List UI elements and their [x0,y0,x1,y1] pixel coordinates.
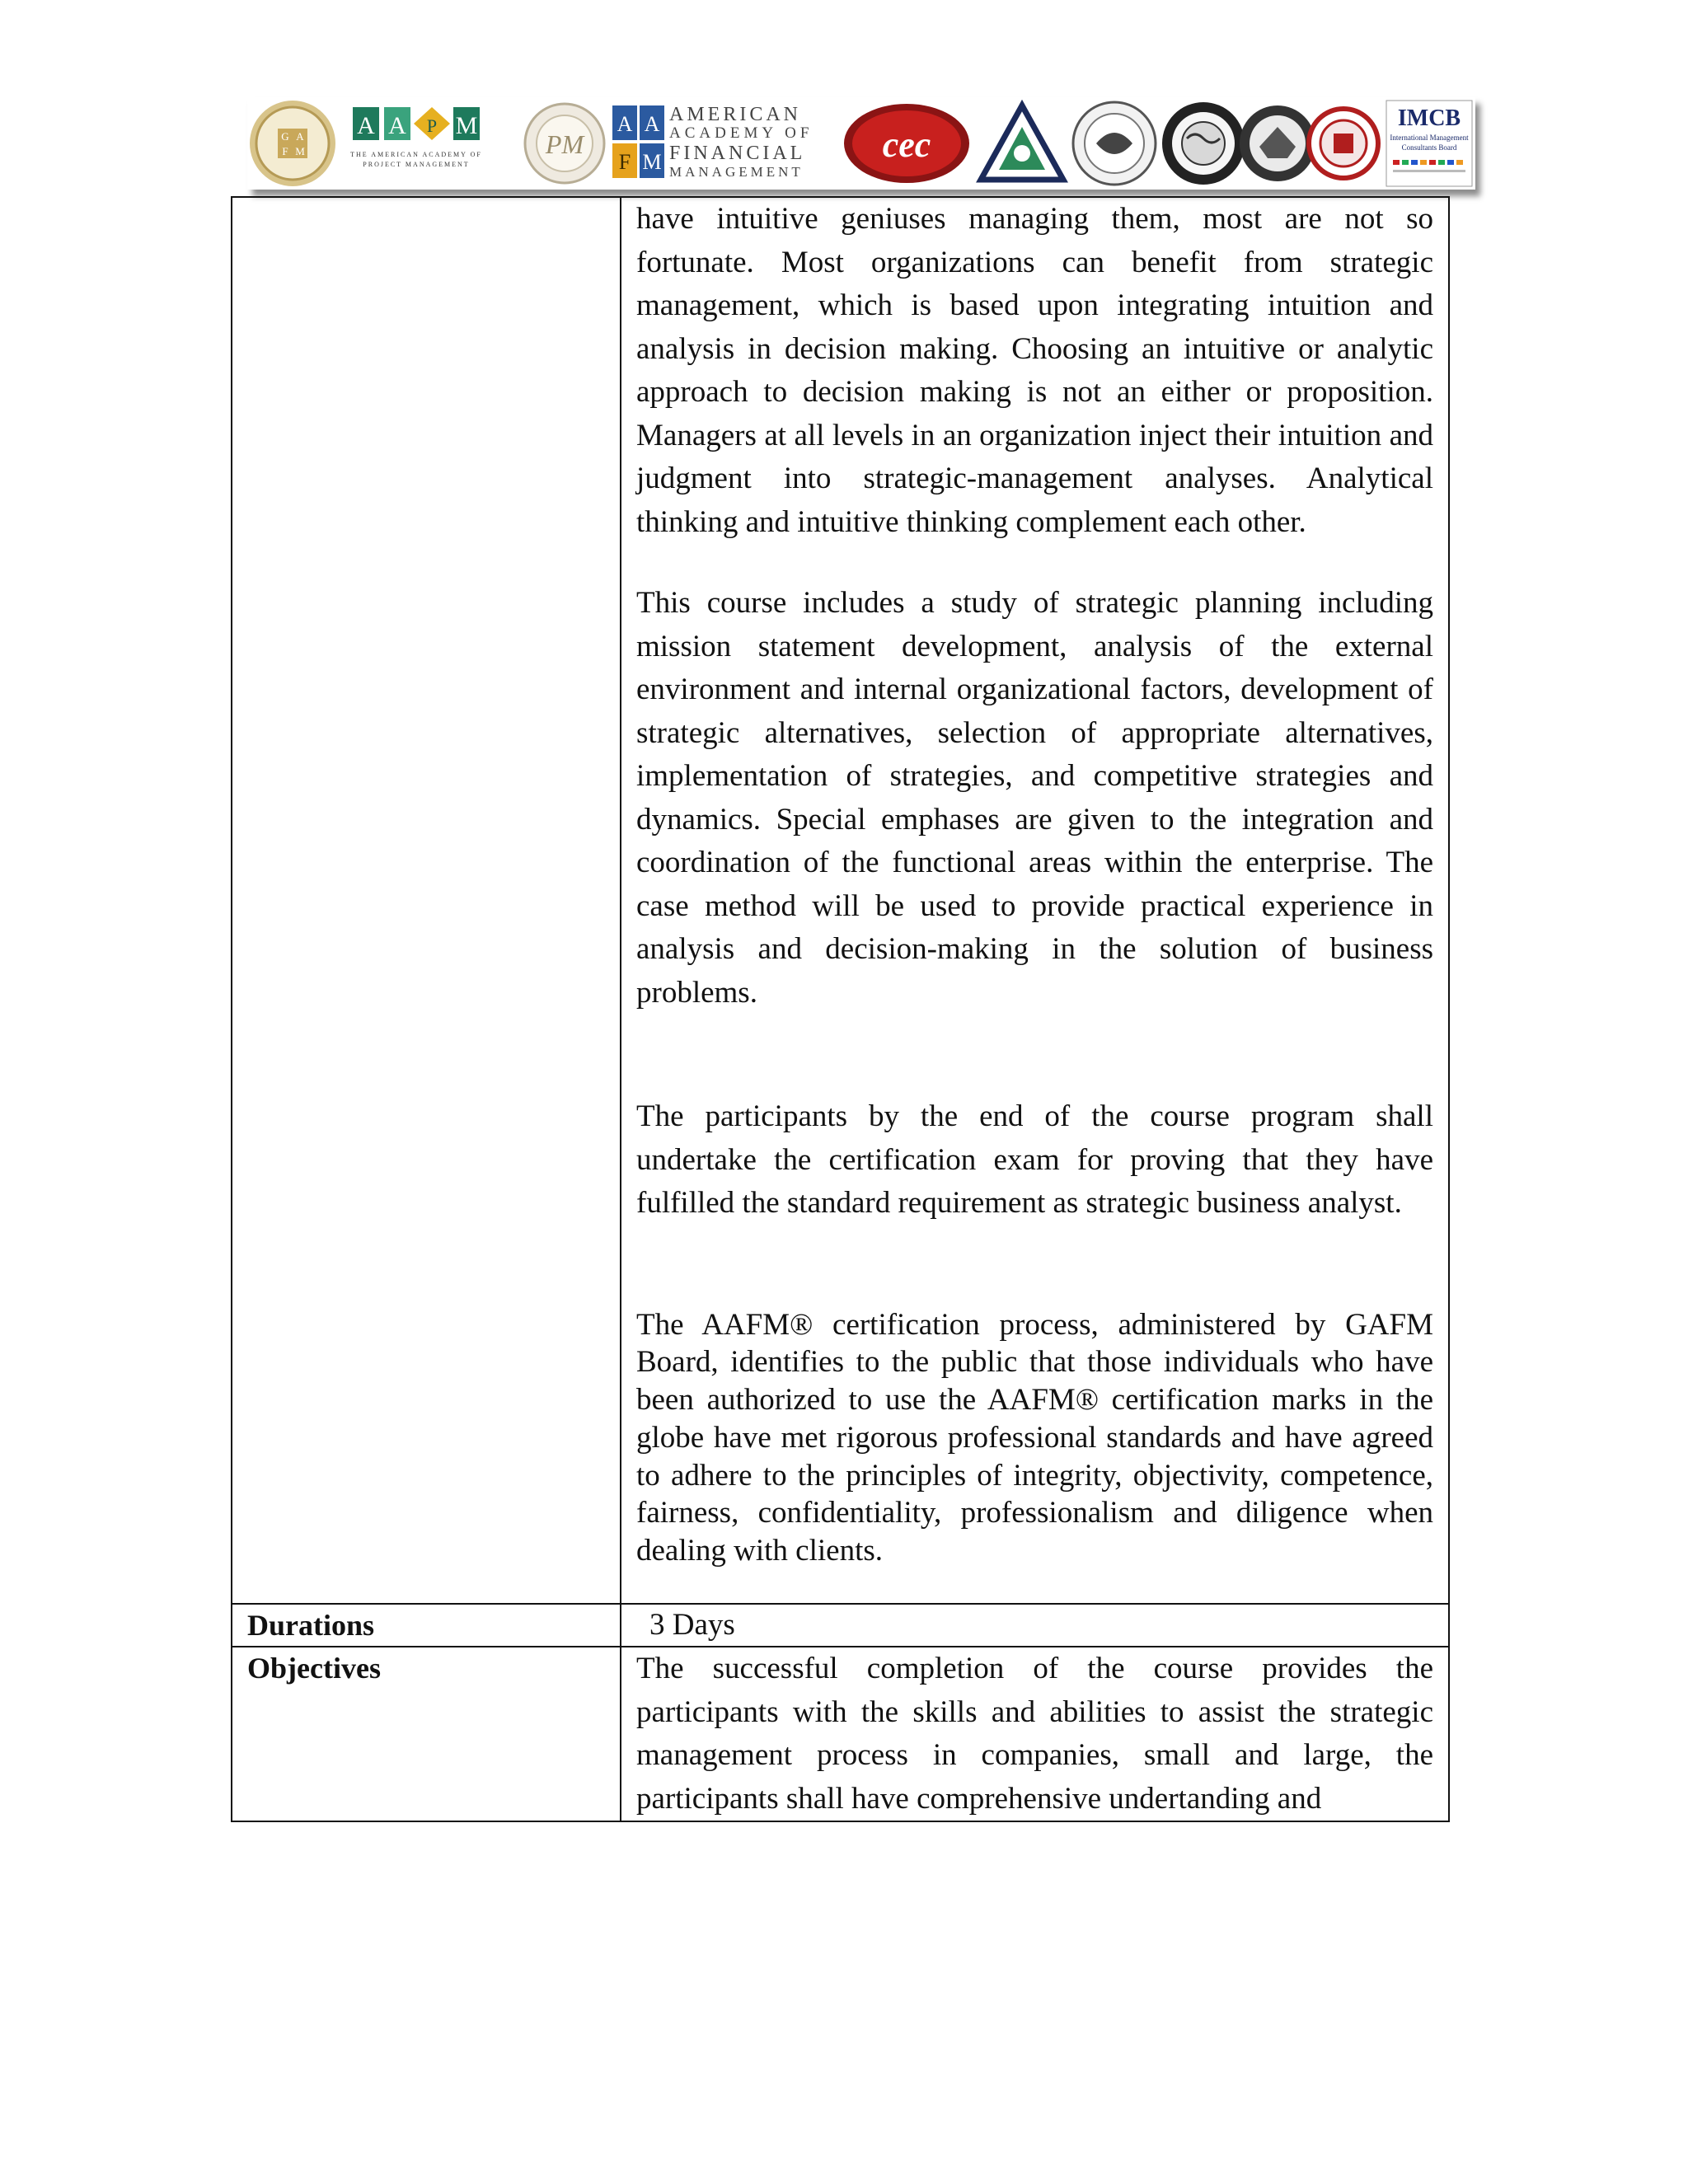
pm-seal-logo [525,104,604,183]
aafm-logo [612,104,813,180]
durations-row [232,1604,1449,1647]
objectives-content-cell [621,1647,1449,1821]
svg-text:A: A [388,112,406,139]
durations-label: Durations [247,1609,375,1643]
svg-text:International Management: International Management [1390,134,1469,142]
svg-text:A: A [617,112,633,136]
durations-label-cell [232,1604,621,1647]
svg-text:PROJECT MANAGEMENT: PROJECT MANAGEMENT [363,161,470,168]
svg-text:PM: PM [545,129,584,159]
durations-value: 3 Days [649,1608,735,1643]
svg-text:P: P [426,115,438,136]
imcb-logo [1386,101,1472,186]
svg-text:MANAGEMENT: MANAGEMENT [669,164,804,180]
cec-logo [844,104,969,183]
paragraph-aafm-certification: The AAFM® certification process, administered by GAFM Board, identifies to the public that those individuals who have been authorized to use the AAFM® certification marks in the globe have met rigorous professional standards and have agreed to adhere to the principles of integrity, objectivity, competence, fairness, confidentiality, professionalism and diligence when dealing with clients. [636,1307,1433,1568]
svg-text:M: M [642,150,662,174]
paragraph-intuition: have intuitive geniuses managing them, most are not so fortunate. Most organizations can benefit from strategic management, which is based upon integrating intuition and analysis in decision making. Choosing an intuitive or analytic approach to decision making is not an either or proposition. Managers at all levels in an organization inject their intuition and judgment into strategic-management analyses. Analytical thinking and intuitive thinking complement each other. [636,202,1433,539]
gafm-letter-m: M [295,145,305,157]
svg-text:A: A [357,112,375,139]
description-row [232,197,1449,1604]
logo-banner [247,97,1475,190]
svg-text:ACADEMY OF: ACADEMY OF [669,124,814,142]
red-seal-logo [1309,109,1378,178]
svg-text:FINANCIAL: FINANCIAL [669,143,806,164]
svg-text:M: M [455,112,478,139]
gafm-letter-g: G [281,130,289,143]
description-content-cell [621,197,1449,1604]
objectives-label-cell [232,1647,621,1821]
gafm-seal-logo [250,101,335,186]
paragraph-objectives: The successful completion of the course provides the participants with the skills and abilities to assist the strategic management process in companies, small and large, the participants shall have comprehensive undertanding and [636,1652,1433,1816]
svg-text:IMCB: IMCB [1397,105,1461,131]
gafm-letter-a: A [296,130,304,143]
course-details-table [231,196,1450,1822]
svg-text:AMERICAN: AMERICAN [669,104,802,125]
svg-text:cec: cec [882,124,931,165]
svg-text:F: F [618,150,631,174]
international-board-seal-logo [1073,102,1156,185]
paragraph-certification-exam: The participants by the end of the course program shall undertake the certification exam for proving that they have fulfilled the standard requirement as strategic business analyst. [636,1099,1433,1220]
paragraph-course-includes: This course includes a study of strategic planning including mission statement development, analysis of the external environment and internal organizational factors, development of strategic alternatives, selection of appropriate alternatives, implementation of strategies, and competitive strategies and dynamics. Special emphases are given to the integration and coordination of the functional areas within the enterprise. The case method will be used to provide practical experience in analysis and decision-making in the solution of business problems. [636,586,1433,1010]
objectives-row [232,1647,1449,1821]
gafm-letter-f: F [282,145,288,157]
aapm-logo [350,107,482,168]
objectives-label: Objectives [247,1652,381,1685]
svg-text:A: A [644,112,660,136]
svg-text:THE AMERICAN ACADEMY OF: THE AMERICAN ACADEMY OF [350,151,482,158]
svg-text:Consultants Board: Consultants Board [1401,143,1457,152]
globe-seal-logo [1162,102,1245,185]
durations-value-cell [621,1604,1449,1647]
eagle-seal-logo [1240,105,1315,181]
description-label-cell [232,197,621,1604]
triangle-emblem-logo [981,105,1063,180]
